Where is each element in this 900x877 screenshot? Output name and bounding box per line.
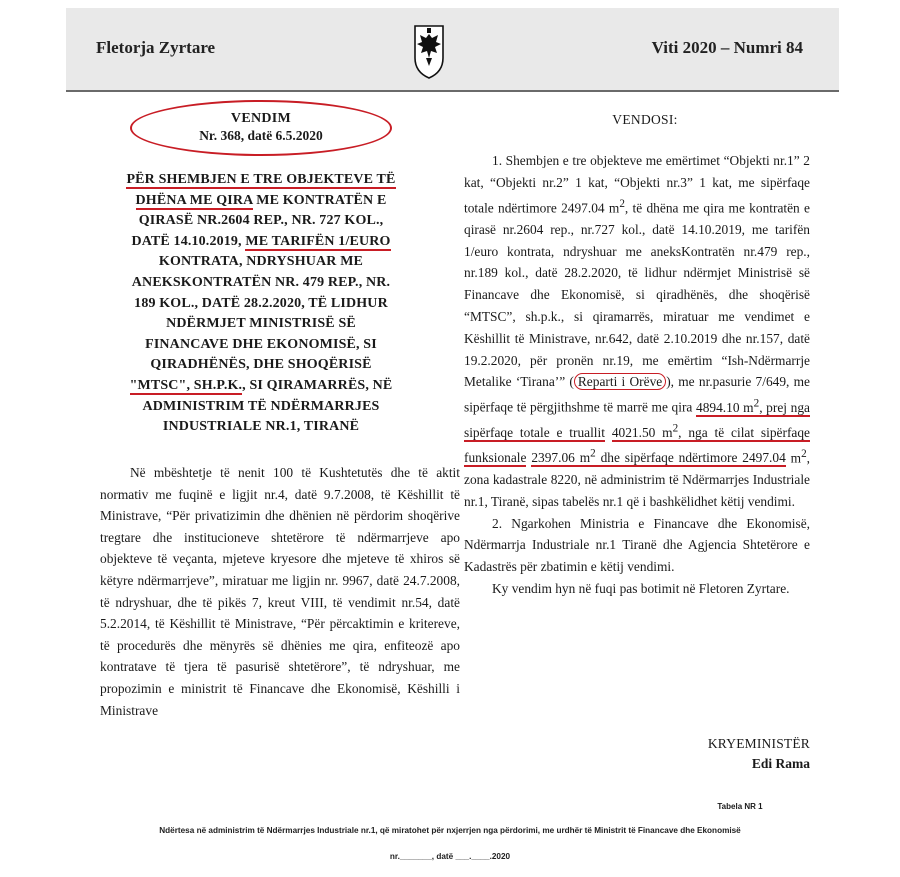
heading-line-5: KONTRATA, NDRYSHUAR ME — [158, 254, 364, 270]
decision-title: VENDIM — [230, 111, 292, 126]
area-2-value: 4021.50 m — [611, 424, 673, 440]
heading-line-11-rest: , SI QIRAMARRËS, NË — [242, 377, 393, 393]
heading-line-2-underlined: DHËNA ME QIRA — [135, 192, 253, 208]
superscript: 2 — [672, 422, 679, 435]
signature-name: Edi Rama — [751, 756, 810, 771]
article-1-part-e: , zona kadastrale 8220, në administrim të Ndërmarrjes Industriale nr.1, Tiranë, sipas tabelës nr.1 që i bashkëlidhet këtij vendimi. — [464, 450, 810, 509]
albanian-eagle-emblem-icon — [412, 22, 446, 80]
article-1-part-c: ), me nr.pasurie 7/649, me sipërfaqe të përgjithshme të marrë me qira — [464, 374, 810, 415]
heading-line-9: FINANCAVE DHE EKONOMISË, SI — [145, 336, 377, 352]
paper-name: Fletorja Zyrtare — [96, 38, 216, 57]
decision-heading — [66, 170, 456, 438]
decision-articles — [464, 150, 810, 600]
article-1-part-a: 1. Shembjen e tre objekteve me emërtimet “Objekti nr.1” 2 kat, “Objekti nr.2” 1 kat, “Objekti nr.3” 1 kat, me sipërfaqe totale ndërtimore 2497.04 m — [464, 153, 810, 216]
signature-title: KRYEMINISTËR — [707, 736, 810, 751]
superscript: 2 — [590, 447, 596, 460]
heading-line-12: ADMINISTRIM TË NDËRMARRJES — [142, 398, 380, 414]
heading-line-7: 189 KOL., DATË 28.2.2020, TË LIDHUR — [134, 295, 388, 311]
decision-title-block — [130, 100, 392, 160]
heading-line-10: QIRADHËNËS, DHE SHOQËRISË — [150, 357, 372, 373]
vendosi-heading: VENDOSI: — [612, 112, 678, 127]
preamble-text: Në mbështetje të nenit 100 të Kushtetutës dhe të aktit normativ me fuqinë e ligjit nr.4, datë 9.7.2008, të Këshillit të Ministrave, “Për privatizimin dhe dhënien në përdorim shoqërive tregtare dhe institucioneve shtetërore të ndërmarrjeve apo objekteve të veçanta, mjeteve kryesore dhe mjeteve të xhiros së këtyre ndërmarrjeve”, miratuar me ligjin nr. 9967, datë 24.7.2008, të ndryshuar, dhe të pikës 7, kreut VIII, të vendimit nr.54, datë 5.2.2014, të Këshillit të Ministrave, “Për përcaktimin e kritereve, të procedurës dhe mënyrës së dhënies me qira, enfiteozë apo kontratave të tjera të pasurisë shtetërore”, të ndryshuar, me propozimin e ministrit të Financave dhe Ekonomisë, Këshilli i Ministrave — [100, 465, 460, 718]
heading-line-2-rest: ME KONTRATËN E — [252, 192, 387, 208]
heading-line-4-start: DATË 14.10.2019, — [131, 233, 246, 249]
area-3-text: dhe sipërfaqe ndërtimore 2497.04 — [595, 450, 786, 466]
area-2-text: , nga të cilat sipërfaqe funksionale — [464, 424, 810, 466]
article-1-part-d: m — [785, 450, 802, 466]
superscript: 2 — [619, 197, 625, 210]
underlined-area-3 — [531, 447, 786, 467]
heading-line-6: ANEKSKONTRATËN NR. 479 REP., NR. — [131, 274, 391, 290]
heading-line-11-underlined: "MTSC", SH.P.K. — [129, 377, 243, 393]
heading-line-8: NDËRMJET MINISTRISË SË — [166, 316, 356, 332]
area-3-value: 2397.06 m — [531, 450, 591, 466]
decision-number: Nr. 368, datë 6.5.2020 — [199, 128, 323, 143]
area-1-text: , prej nga sipërfaqe totale e truallit — [464, 399, 810, 440]
superscript: 2 — [753, 397, 760, 410]
table-reference-line: nr._______, datë ___.____.2020 — [389, 852, 511, 861]
heading-line-1-underlined: PËR SHEMBJEN E TRE OBJEKTEVE TË — [126, 172, 396, 187]
heading-line-3: QIRASË NR.2604 REP., NR. 727 KOL., — [138, 213, 384, 229]
article-3: Ky vendim hyn në fuqi pas botimit në Fletoren Zyrtare. — [492, 581, 790, 597]
article-1-part-b: , të dhëna me qira me kontratën e qirasë nr.2604 rep., nr.727 kol., datë 14.10.2019, me tarifën 1/euro kontrata, ndryshuar me aneksKontratën nr.479 rep., nr.189 kol., datë 28.2.2020, të lidhur ndërmjet Ministrisë së Financave dhe Ekonomisë, si qiradhënës, dhe shoqërisë “MTSC”, sh.p.k., si qiramarrës, miratuar me vendimet e Këshillit të Ministrave, nr.642, datë 2.10.2019 dhe nr.157, datë 19.2.2020, për pronën nr.19, me emërtim “Ish-Ndërmarrje Metalike ‘Tirana’” ( — [464, 200, 810, 390]
article-2: 2. Ngarkohen Ministria e Financave dhe Ekonomisë, Ndërmarrja Industriale nr.1 Tiranë dhe Agjencia Shtetërore e Kadastrës për zbatimin e këtij vendimi. — [464, 515, 810, 575]
table-caption: Ndërtesa në administrim të Ndërmarrjes Industriale nr.1, që miratohet për nxjerrjen nga përdorimi, me urdhër të Ministrit të Financave dhe Ekonomisë — [159, 826, 741, 835]
article-1 — [464, 150, 810, 513]
gazette-header — [66, 8, 839, 92]
preamble-paragraph — [100, 462, 460, 721]
heading-line-13: INDUSTRIALE NR.1, TIRANË — [162, 419, 360, 435]
issue-number: Viti 2020 – Numri 84 — [651, 38, 803, 57]
table-label: Tabela NR 1 — [717, 802, 763, 811]
superscript: 2 — [801, 447, 807, 460]
heading-line-4-underlined: ME TARIFËN 1/EURO — [245, 233, 391, 249]
circled-reparti: Reparti i Orëve — [574, 373, 666, 390]
area-1-value: 4894.10 m — [696, 399, 754, 415]
